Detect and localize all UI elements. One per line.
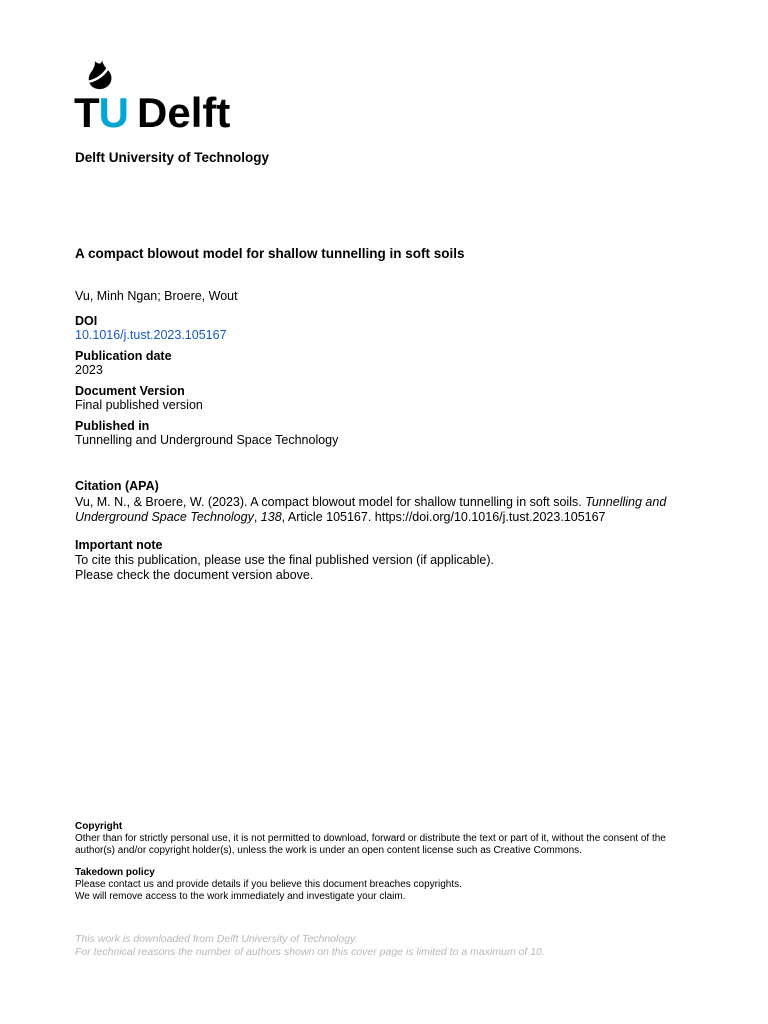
takedown-section xyxy=(75,867,675,904)
citation-volume-italic: 138 xyxy=(260,510,282,524)
citation-part2: , xyxy=(253,510,261,524)
metadata-section xyxy=(75,314,338,454)
citation-label: Citation (APA) xyxy=(75,479,159,493)
copyright-label: Copyright xyxy=(75,821,123,832)
publication-date-label: Publication date xyxy=(75,349,172,363)
logo-letter-t: T xyxy=(74,89,99,136)
doi-block xyxy=(75,314,338,342)
takedown-line1: Please contact us and provide details if you believe this document breaches copyrights. xyxy=(75,879,462,891)
tudelft-logo xyxy=(74,60,230,134)
doi-link[interactable]: 10.1016/j.tust.2023.105167 xyxy=(75,328,227,342)
paper-title: A compact blowout model for shallow tunnelling in soft soils xyxy=(75,246,465,261)
footer-line2: For technical reasons the number of authors shown on this cover page is limited to a maximum of 10. xyxy=(75,946,545,959)
publication-date-value: 2023 xyxy=(75,363,103,377)
copyright-text: Other than for strictly personal use, it is not permitted to download, forward or distribute the text or part of it, without the consent of the author(s) and/or copyright holder(s), unless the work is under an open content license such as Creative Commons. xyxy=(75,833,666,857)
university-name: Delft University of Technology xyxy=(75,150,270,165)
logo-letter-u: U xyxy=(98,89,128,136)
takedown-label: Takedown policy xyxy=(75,867,155,878)
document-version-value: Final published version xyxy=(75,398,203,412)
logo-text xyxy=(74,89,231,136)
citation-part3: , Article 105167. https://doi.org/10.1016/j.tust.2023.105167 xyxy=(281,510,606,524)
published-in-block xyxy=(75,419,338,447)
published-in-value: Tunnelling and Underground Space Technology xyxy=(75,433,339,447)
copyright-section xyxy=(75,821,675,858)
published-in-label: Published in xyxy=(75,419,150,433)
citation-part1: Vu, M. N., & Broere, W. (2023). A compact blowout model for shallow tunnelling in soft soils. xyxy=(75,495,586,509)
citation-text xyxy=(75,495,715,525)
doi-label: DOI xyxy=(75,314,98,328)
document-version-block xyxy=(75,384,338,412)
flame-icon xyxy=(88,60,113,90)
important-note-line1: To cite this publication, please use the final published version (if applicable). xyxy=(75,553,494,567)
footer-note xyxy=(75,933,545,959)
logo-wordmark-delft: Delft xyxy=(137,89,231,136)
important-note-section xyxy=(75,538,494,583)
important-note-line2: Please check the document version above. xyxy=(75,568,314,582)
takedown-line2: We will remove access to the work immediately and investigate your claim. xyxy=(75,891,406,903)
citation-section xyxy=(75,479,715,525)
important-note-label: Important note xyxy=(75,538,163,552)
publication-date-block xyxy=(75,349,338,377)
document-version-label: Document Version xyxy=(75,384,185,398)
footer-line1: This work is downloaded from Delft University of Technology. xyxy=(75,933,358,945)
citation-journal-italic: Tunnelling and Underground Space Technology xyxy=(75,495,667,524)
paper-authors: Vu, Minh Ngan; Broere, Wout xyxy=(75,289,238,303)
